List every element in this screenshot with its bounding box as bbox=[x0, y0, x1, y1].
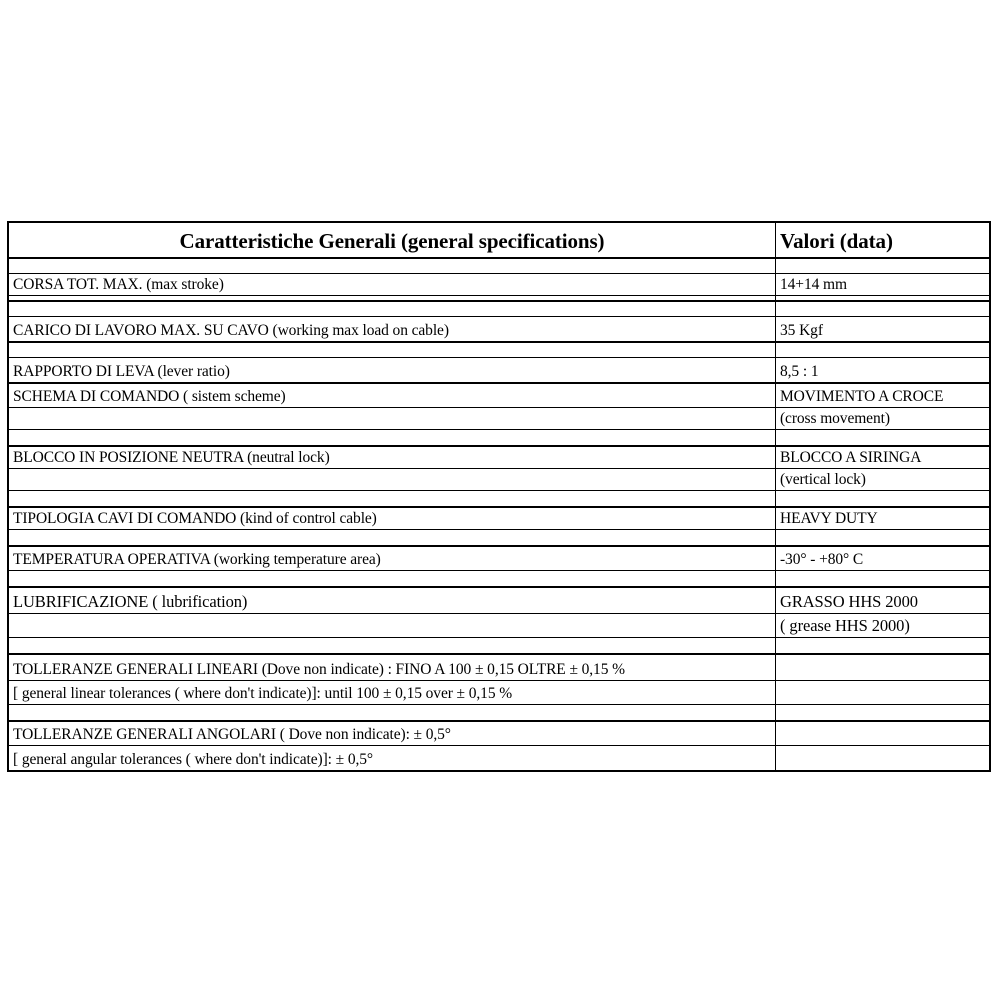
row-value: 35 Kgf bbox=[780, 322, 823, 339]
row-value: -30° - +80° C bbox=[780, 551, 864, 568]
row-label-sub: [ general linear tolerances ( where don't indicate)]: until 100 ± 0,15 over ± 0,15 % bbox=[13, 685, 513, 702]
table-row bbox=[9, 547, 989, 588]
value-cell bbox=[776, 655, 989, 720]
row-value: BLOCCO A SIRINGA bbox=[780, 449, 922, 466]
label-line bbox=[9, 722, 775, 746]
gap-line bbox=[776, 343, 989, 358]
gap-line bbox=[9, 296, 775, 300]
table-row bbox=[9, 508, 989, 547]
spec-table bbox=[7, 221, 991, 772]
header-characteristics: Caratteristiche Generali (general specifications) bbox=[179, 229, 605, 253]
gap-line bbox=[776, 491, 989, 506]
row-value-sub: (cross movement) bbox=[780, 410, 890, 427]
value-line bbox=[776, 547, 989, 571]
row-value-sub: ( grease HHS 2000) bbox=[780, 616, 910, 635]
value-line bbox=[776, 588, 989, 614]
label-line bbox=[9, 508, 775, 530]
label-line bbox=[9, 447, 775, 469]
label-line bbox=[9, 384, 775, 408]
label-cell bbox=[9, 547, 776, 586]
gap-line bbox=[9, 302, 775, 317]
row-label: BLOCCO IN POSIZIONE NEUTRA (neutral lock) bbox=[13, 449, 330, 466]
gap-line bbox=[776, 430, 989, 445]
label-line bbox=[9, 317, 775, 341]
label-line bbox=[9, 358, 775, 382]
label-cell bbox=[9, 655, 776, 720]
empty-line bbox=[776, 746, 989, 770]
row-value-sub: (vertical lock) bbox=[780, 471, 866, 488]
value-cell bbox=[776, 588, 989, 653]
table-row bbox=[9, 384, 989, 447]
label-line bbox=[9, 274, 775, 296]
empty-line bbox=[9, 408, 775, 430]
gap-line bbox=[776, 296, 989, 300]
table-row bbox=[9, 447, 989, 508]
label-cell bbox=[9, 259, 776, 300]
header-cell-characteristics bbox=[9, 223, 776, 257]
table-header bbox=[9, 223, 989, 259]
gap-line bbox=[776, 259, 989, 274]
value-cell bbox=[776, 343, 989, 382]
gap-line bbox=[9, 638, 775, 653]
header-values: Valori (data) bbox=[780, 229, 893, 253]
row-label: TOLLERANZE GENERALI ANGOLARI ( Dove non indicate): ± 0,5° bbox=[13, 726, 451, 743]
label-cell bbox=[9, 447, 776, 506]
row-label: TEMPERATURA OPERATIVA (working temperature area) bbox=[13, 551, 381, 568]
gap-line bbox=[776, 705, 989, 720]
value-line bbox=[776, 614, 989, 638]
table-row bbox=[9, 588, 989, 655]
row-value: GRASSO HHS 2000 bbox=[780, 592, 918, 611]
label-cell bbox=[9, 588, 776, 653]
value-cell bbox=[776, 447, 989, 506]
empty-line bbox=[776, 681, 989, 705]
value-cell bbox=[776, 259, 989, 300]
label-line bbox=[9, 746, 775, 770]
gap-line bbox=[9, 259, 775, 274]
empty-line bbox=[776, 722, 989, 746]
row-label: LUBRIFICAZIONE ( lubrification) bbox=[13, 592, 248, 611]
empty-line bbox=[9, 614, 775, 638]
row-label: TOLLERANZE GENERALI LINEARI (Dove non indicate) : FINO A 100 ± 0,15 OLTRE ± 0,15 % bbox=[13, 661, 625, 678]
value-cell bbox=[776, 384, 989, 445]
label-cell bbox=[9, 302, 776, 341]
value-line bbox=[776, 469, 989, 491]
value-cell bbox=[776, 302, 989, 341]
row-label: TIPOLOGIA CAVI DI COMANDO (kind of control cable) bbox=[13, 510, 377, 527]
value-line bbox=[776, 508, 989, 530]
row-label: RAPPORTO DI LEVA (lever ratio) bbox=[13, 363, 230, 380]
row-label-sub: [ general angular tolerances ( where don't indicate)]: ± 0,5° bbox=[13, 751, 373, 768]
value-line bbox=[776, 408, 989, 430]
gap-line bbox=[9, 705, 775, 720]
table-row bbox=[9, 259, 989, 302]
gap-line bbox=[776, 638, 989, 653]
header-cell-values bbox=[776, 223, 989, 257]
gap-line bbox=[9, 491, 775, 506]
empty-line bbox=[9, 469, 775, 491]
row-value: MOVIMENTO A CROCE bbox=[780, 388, 944, 405]
empty-line bbox=[776, 655, 989, 681]
value-line bbox=[776, 358, 989, 382]
row-value: HEAVY DUTY bbox=[780, 510, 878, 527]
gap-line bbox=[776, 530, 989, 545]
gap-line bbox=[9, 530, 775, 545]
label-cell bbox=[9, 722, 776, 770]
value-line bbox=[776, 447, 989, 469]
gap-line bbox=[9, 343, 775, 358]
label-line bbox=[9, 547, 775, 571]
label-cell bbox=[9, 384, 776, 445]
row-label: CORSA TOT. MAX. (max stroke) bbox=[13, 276, 224, 293]
row-value: 8,5 : 1 bbox=[780, 363, 819, 380]
gap-line bbox=[9, 430, 775, 445]
label-cell bbox=[9, 508, 776, 545]
table-row bbox=[9, 655, 989, 722]
value-cell bbox=[776, 722, 989, 770]
label-line bbox=[9, 655, 775, 681]
label-cell bbox=[9, 343, 776, 382]
value-cell bbox=[776, 508, 989, 545]
value-line bbox=[776, 317, 989, 341]
value-cell bbox=[776, 547, 989, 586]
gap-line bbox=[776, 571, 989, 586]
row-value: 14+14 mm bbox=[780, 276, 847, 293]
value-line bbox=[776, 384, 989, 408]
row-label: SCHEMA DI COMANDO ( sistem scheme) bbox=[13, 388, 286, 405]
row-label: CARICO DI LAVORO MAX. SU CAVO (working max load on cable) bbox=[13, 322, 449, 339]
table-row bbox=[9, 343, 989, 384]
table-row bbox=[9, 722, 989, 770]
value-line bbox=[776, 274, 989, 296]
label-line bbox=[9, 681, 775, 705]
gap-line bbox=[776, 302, 989, 317]
label-line bbox=[9, 588, 775, 614]
table-row bbox=[9, 302, 989, 343]
gap-line bbox=[9, 571, 775, 586]
